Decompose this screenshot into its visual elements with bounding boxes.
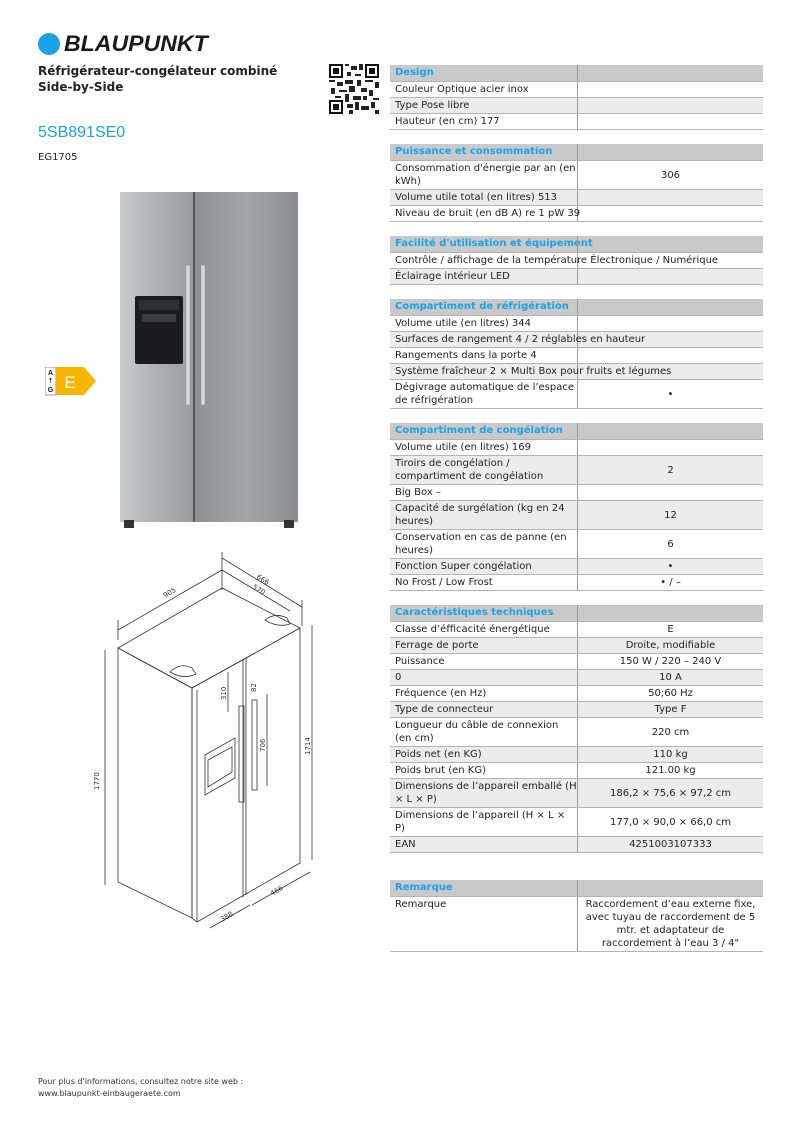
dimension-drawing xyxy=(0,0,400,1000)
spec-value xyxy=(577,98,763,113)
spec-value: 177,0 × 90,0 × 66,0 cm xyxy=(577,808,763,836)
sku-code: EG1705 xyxy=(38,152,78,163)
spec-value xyxy=(577,348,763,363)
spec-row xyxy=(390,380,763,409)
spec-value: 150 W / 220 – 240 V xyxy=(577,654,763,669)
spec-value xyxy=(577,316,763,331)
spec-value: Raccordement d’eau externe fixe, avec tuyau de raccordement de 5 mtr. et adaptateur de raccordement à l’eau 3 / 4" xyxy=(577,897,763,951)
spec-label: Capacité de surgélation (kg en 24 heures) xyxy=(395,503,565,527)
spec-label: Volume utile (en litres) 344 xyxy=(395,318,531,329)
section-header xyxy=(390,605,763,622)
spec-row xyxy=(390,190,763,206)
dim-height-body: 1714 xyxy=(304,737,312,755)
energy-class: E xyxy=(64,373,76,392)
spec-label: Volume utile total (en litres) 513 xyxy=(395,192,558,203)
section-header xyxy=(390,880,763,897)
spec-row xyxy=(390,702,763,718)
spec-row xyxy=(390,747,763,763)
section-title: Caractéristiques techniques xyxy=(395,607,554,618)
section-header xyxy=(390,236,763,253)
spec-row xyxy=(390,316,763,332)
spec-value: Type F xyxy=(577,702,763,717)
section-title: Facilité d'utilisation et équipement xyxy=(395,238,593,249)
section-header-blank xyxy=(577,299,763,315)
spec-value: 2 xyxy=(577,456,763,484)
spec-label: Puissance xyxy=(395,656,445,667)
spec-label: Poids net (en KG) xyxy=(395,749,482,760)
dim-width: 905 xyxy=(162,586,178,600)
spec-row xyxy=(390,622,763,638)
spec-row xyxy=(390,559,763,575)
spec-section xyxy=(390,605,763,853)
spec-value: 220 cm xyxy=(577,718,763,746)
dim-height: 1770 xyxy=(93,772,101,790)
section-header-blank xyxy=(577,605,763,621)
spec-label: Tiroirs de congélation / compartiment de congélation xyxy=(395,458,544,482)
spec-label: Ferrage de porte xyxy=(395,640,479,651)
spec-row xyxy=(390,206,763,222)
spec-row xyxy=(390,114,763,130)
spec-row xyxy=(390,98,763,114)
spec-section xyxy=(390,65,763,130)
section-header xyxy=(390,299,763,316)
spec-section xyxy=(390,236,763,285)
spec-label: Dégivrage automatique de l’espace de réfrigération xyxy=(395,382,575,406)
spec-row xyxy=(390,575,763,591)
spec-label: Classe d’éfficacité énergétique xyxy=(395,624,550,635)
spec-section xyxy=(390,880,763,952)
spec-row xyxy=(390,82,763,98)
spec-label: No Frost / Low Frost xyxy=(395,577,493,588)
spec-value: 50;60 Hz xyxy=(577,686,763,701)
spec-label: Type de connecteur xyxy=(395,704,494,715)
spec-section xyxy=(390,423,763,591)
dim-handle-length: 706 xyxy=(259,738,267,752)
energy-scale-top: A xyxy=(47,370,54,377)
spec-row xyxy=(390,348,763,364)
spec-value: 306 xyxy=(577,161,763,189)
energy-scale-bottom: G xyxy=(47,387,54,394)
spec-label: Poids brut (en KG) xyxy=(395,765,486,776)
spec-row xyxy=(390,456,763,485)
section-header xyxy=(390,144,763,161)
section-title: Remarque xyxy=(395,882,453,893)
spec-value: 186,2 × 75,6 × 97,2 cm xyxy=(577,779,763,807)
spec-label: Big Box – xyxy=(395,487,441,498)
spec-label: Contrôle / affichage de la température Électronique / Numérique xyxy=(395,255,719,266)
spec-value: 12 xyxy=(577,501,763,529)
spec-label: 0 xyxy=(395,672,402,683)
spec-label: Longueur du câble de connexion (en cm) xyxy=(395,720,559,744)
spec-label: Dimensions de l’appareil (H × L × P) xyxy=(395,810,566,834)
dim-bottom-right: 466 xyxy=(269,884,285,898)
spec-value: 6 xyxy=(577,530,763,558)
spec-row xyxy=(390,638,763,654)
spec-value xyxy=(577,440,763,455)
spec-row xyxy=(390,718,763,747)
spec-label: Éclairage intérieur LED xyxy=(395,271,510,282)
section-title: Design xyxy=(395,67,434,78)
spec-section xyxy=(390,299,763,409)
spec-row xyxy=(390,530,763,559)
footer-website-link[interactable]: www.blaupunkt-einbaugeraete.com xyxy=(38,1089,181,1098)
spec-label: Remarque xyxy=(395,899,447,910)
spec-value: • xyxy=(577,380,763,408)
spec-row xyxy=(390,808,763,837)
spec-row xyxy=(390,779,763,808)
spec-label: Fonction Super congélation xyxy=(395,561,532,572)
footer xyxy=(38,1076,243,1100)
spec-label: Conservation en cas de panne (en heures) xyxy=(395,532,567,556)
spec-row xyxy=(390,837,763,853)
spec-label: Surfaces de rangement 4 / 2 réglables en hauteur xyxy=(395,334,646,345)
dim-depth-total: 666 xyxy=(254,572,271,587)
spec-value xyxy=(577,206,763,221)
spec-value: 4251003107333 xyxy=(577,837,763,852)
spec-value: Droite, modifiable xyxy=(577,638,763,653)
brand-name: BLAUPUNKT xyxy=(64,31,208,56)
spec-label: Consommation d'énergie par an (en kWh) xyxy=(395,163,576,187)
spec-value xyxy=(577,190,763,205)
spec-row xyxy=(390,364,763,380)
footer-info: Pour plus d'informations, consultez notre site web : xyxy=(38,1077,244,1086)
spec-value: • / – xyxy=(577,575,763,590)
dim-handle-gap: 82 xyxy=(250,683,258,692)
section-header-blank xyxy=(577,65,763,81)
spec-label: EAN xyxy=(395,839,416,850)
spec-row xyxy=(390,332,763,348)
spec-label: Couleur Optique acier inox xyxy=(395,84,529,95)
spec-row xyxy=(390,654,763,670)
spec-label: Système fraîcheur 2 × Multi Box pour fruits et légumes xyxy=(395,366,672,377)
energy-arrow-icon: ↑ xyxy=(47,377,54,385)
section-header-blank xyxy=(577,880,763,896)
spec-value: 121.00 kg xyxy=(577,763,763,778)
section-title: Compartiment de réfrigération xyxy=(395,301,569,312)
spec-row xyxy=(390,501,763,530)
spec-value xyxy=(577,82,763,97)
spec-label: Hauteur (en cm) 177 xyxy=(395,116,500,127)
spec-row xyxy=(390,161,763,190)
dim-depth: 570 xyxy=(250,582,267,597)
dim-handle-top: 310 xyxy=(220,686,228,700)
section-header-blank xyxy=(577,144,763,160)
product-title-line2: Side-by-Side xyxy=(38,80,124,94)
spec-value xyxy=(577,269,763,284)
section-title: Compartiment de congélation xyxy=(395,425,563,436)
spec-row xyxy=(390,253,763,269)
spec-value: 10 A xyxy=(577,670,763,685)
section-header xyxy=(390,423,763,440)
spec-label: Niveau de bruit (en dB A) re 1 pW 39 xyxy=(395,208,581,219)
spec-tables xyxy=(390,65,763,966)
spec-label: Rangements dans la porte 4 xyxy=(395,350,537,361)
spec-value: 110 kg xyxy=(577,747,763,762)
spec-row xyxy=(390,670,763,686)
spec-value: • xyxy=(577,559,763,574)
section-header xyxy=(390,65,763,82)
spec-row xyxy=(390,763,763,779)
spec-label: Type Pose libre xyxy=(395,100,470,111)
dim-bottom-left: 388 xyxy=(219,910,235,924)
spec-section xyxy=(390,144,763,222)
spec-value xyxy=(577,485,763,500)
spec-label: Dimensions de l’appareil emballé (H × L × P) xyxy=(395,781,577,805)
spec-label: Fréquence (en Hz) xyxy=(395,688,487,699)
model-number: 5SB891SE0 xyxy=(38,124,126,141)
section-title: Puissance et consommation xyxy=(395,146,553,157)
spec-value: E xyxy=(577,622,763,637)
spec-label: Volume utile (en litres) 169 xyxy=(395,442,531,453)
product-title-line1: Réfrigérateur-congélateur combiné xyxy=(38,64,278,78)
section-header-blank xyxy=(577,236,763,252)
spec-row xyxy=(390,440,763,456)
spec-value xyxy=(577,114,763,129)
spec-row xyxy=(390,897,763,952)
spec-row xyxy=(390,686,763,702)
spec-row xyxy=(390,269,763,285)
section-header-blank xyxy=(577,423,763,439)
spec-row xyxy=(390,485,763,501)
